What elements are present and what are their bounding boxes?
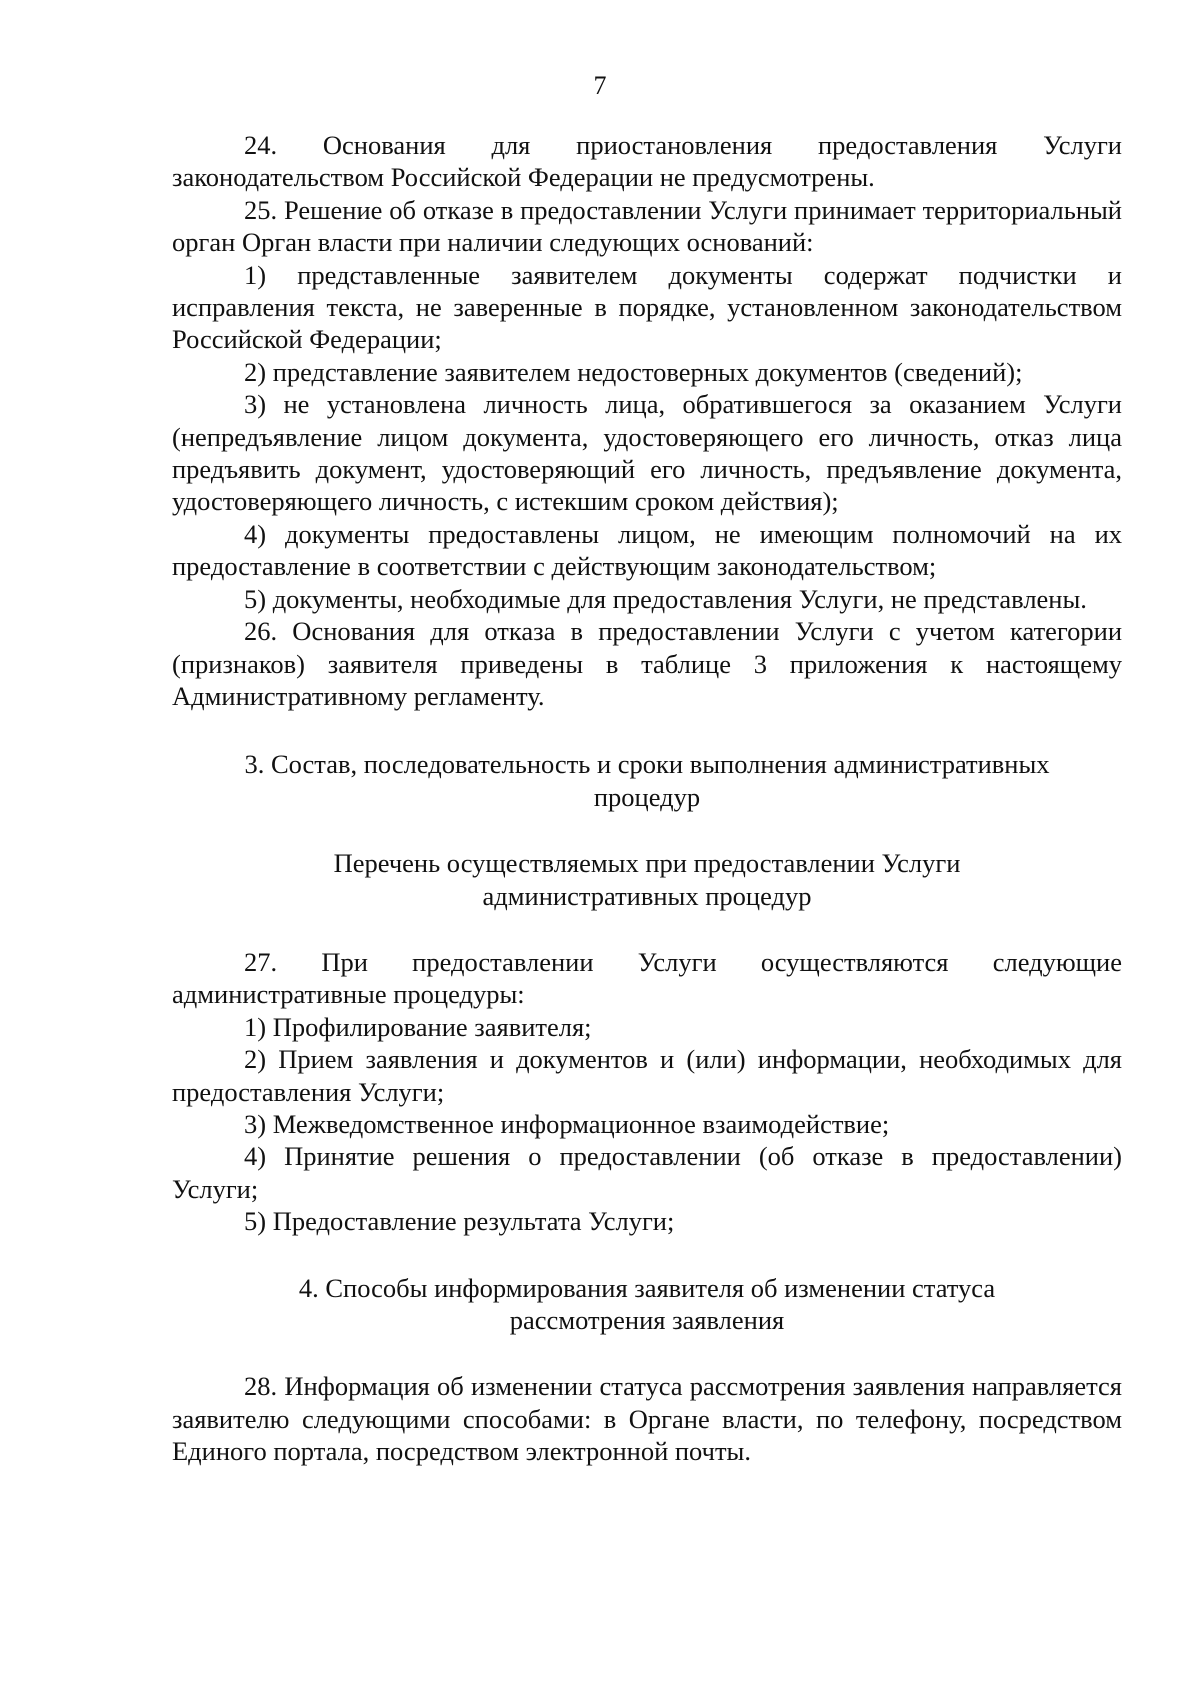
spacer: [172, 813, 1122, 847]
paragraph-25: 25. Решение об отказе в предоставлении Услуги принимает территориальный орган Орган власти при наличии следующих оснований:: [172, 194, 1122, 258]
list-item: 2) Прием заявления и документов и (или) информации, необходимых для предоставления Услуги;: [172, 1044, 1122, 1107]
section-3-heading: 3. Состав, последовательность и сроки выполнения административных процедур: [244, 749, 1050, 812]
document-body: [172, 129, 1122, 1468]
list-item: 3) Межведомственное информационное взаимодействие;: [244, 1108, 890, 1139]
list-item: 3) не установлена личность лица, обратившегося за оказанием Услуги (непредъявление лицом документа, удостоверяющего его личность, отказ лица предъявить документ, удостоверяющий его личность, предъявление документа, удостоверяющего личность, с истекшим сроком действия);: [172, 389, 1122, 517]
section-subheading: Перечень осуществляемых при предоставлении Услуги административных процедур: [333, 848, 961, 911]
spacer: [172, 1238, 1122, 1272]
page-number: 7: [593, 71, 607, 100]
list-item: 2) представление заявителем недостоверных документов (сведений);: [244, 356, 1023, 387]
paragraph-26: 26. Основания для отказа в предоставлении Услуги с учетом категории (признаков) заявителя приведены в таблице 3 приложения к настоящему Административному регламенту.: [172, 616, 1122, 711]
section-4-heading: 4. Способы информирования заявителя об изменении статуса рассмотрения заявления: [298, 1272, 996, 1335]
spacer: [172, 912, 1122, 946]
list-item: 4) документы предоставлены лицом, не имеющим полномочий на их предоставление в соответствии с действующим законодательством;: [172, 518, 1122, 582]
list-item: 1) представленные заявителем документы содержат подчистки и исправления текста, не заверенные в порядке, установленном законодательством Российской Федерации;: [172, 259, 1122, 355]
paragraph-24: 24. Основания для приостановления предоставления Услуги законодательством Российской Федерации не предусмотрены.: [172, 130, 1122, 193]
paragraph-27: 27. При предоставлении Услуги осуществляются следующие административные процедуры:: [172, 946, 1122, 1010]
spacer: [172, 712, 1122, 748]
list-item: 5) документы, необходимые для предоставления Услуги, не представлены.: [244, 583, 1087, 614]
spacer: [172, 1336, 1122, 1370]
list-item: 4) Принятие решения о предоставлении (об отказе в предоставлении) Услуги;: [172, 1141, 1122, 1204]
paragraph-28: 28. Информация об изменении статуса рассмотрения заявления направляется заявителю следующими способами: в Органе власти, по телефону, посредством Единого портала, посредством электронной почты.: [172, 1371, 1122, 1467]
list-item: 1) Профилирование заявителя;: [244, 1011, 592, 1042]
list-item: 5) Предоставление результата Услуги;: [244, 1206, 675, 1237]
